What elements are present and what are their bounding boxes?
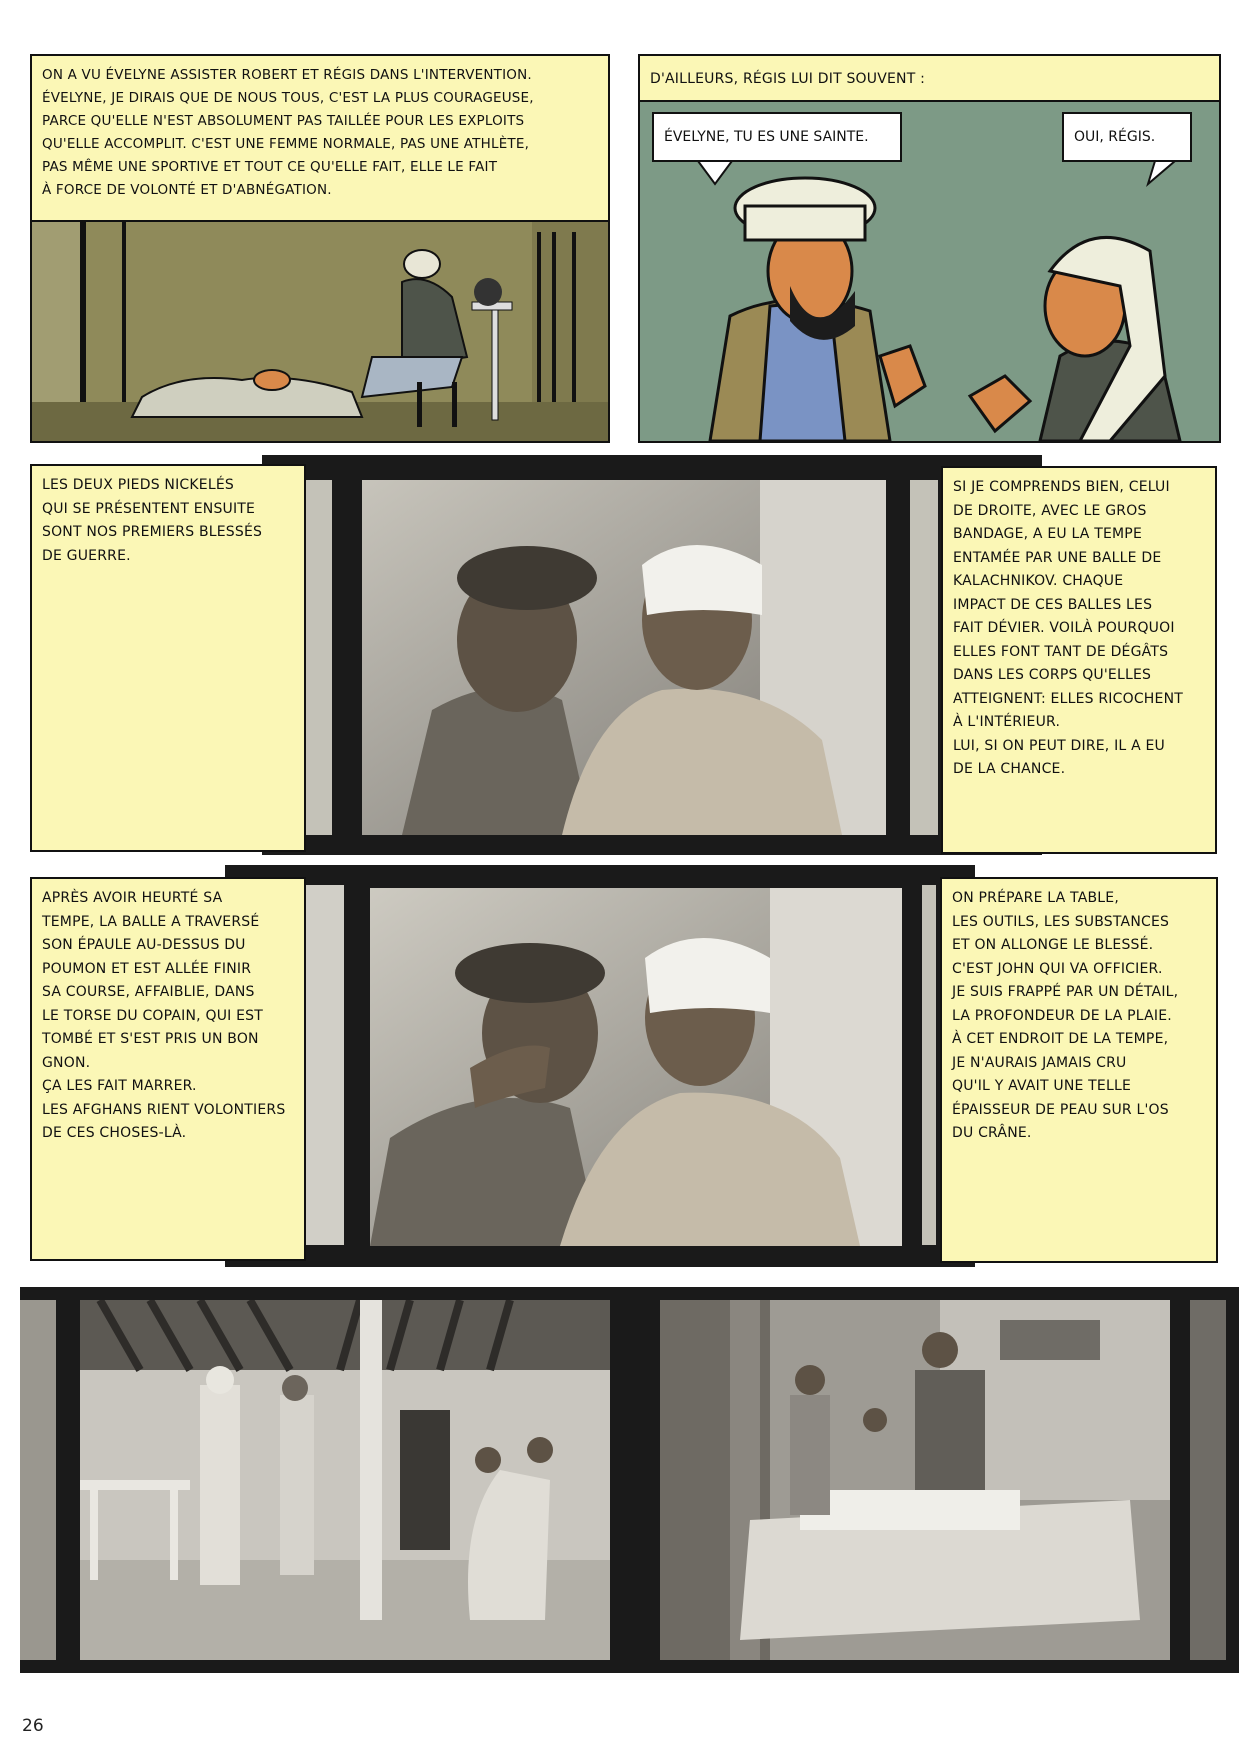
- photo-edge-right-2: [922, 885, 936, 1245]
- operating-table-image: [660, 1300, 1170, 1660]
- panel-evelyne-operating: [30, 54, 610, 443]
- caption-kalashnikov-explanation: SI JE COMPRENDS BIEN, CELUI DE DROITE, AVEC LE GROS BANDAGE, A EU LA TEMPE ENTAMÉE PAR UNE BALLE DE KALACHNIKOV. CHAQUE IMPACT DE CES BALLES LES FAIT DÉVIER. VOILÀ POURQUOI ELLES FONT TANT DE DÉGÂTS DANS LES CORPS QU'ELLES ATTEIGNENT: ELLES RICOCHENT À L'INTÉRIEUR. LUI, SI ON PEUT DIRE, IL A EU DE LA CHANCE.: [941, 466, 1217, 854]
- page-number: 26: [22, 1716, 44, 1736]
- panel-regis-evelyne-dialogue: [638, 54, 1221, 443]
- photo-wounded-men-portrait: [362, 480, 886, 835]
- photo-edge-far-right: [1190, 1300, 1226, 1660]
- photo-wounded-men-laughing: [370, 888, 902, 1246]
- photo-edge-left: [304, 480, 332, 835]
- photo-edge-left-2: [304, 885, 344, 1245]
- operating-room-illustration: [32, 222, 608, 441]
- caption-preparing-table: ON PRÉPARE LA TABLE, LES OUTILS, LES SUBSTANCES ET ON ALLONGE LE BLESSÉ. C'EST JOHN QUI VA OFFICIER. JE SUIS FRAPPÉ PAR UN DÉTAIL, LA PROFONDEUR DE LA PLAIE. À CET ENDROIT DE LA TEMPE, JE N'AURAIS JAMAIS CRU QU'IL Y AVAIT UNE TELLE ÉPAISSEUR DE PEAU SUR L'OS DU CRÂNE.: [940, 877, 1218, 1263]
- wounded-men-laughing-image: [370, 888, 902, 1246]
- caption-regis-says: D'AILLEURS, RÉGIS LUI DIT SOUVENT :: [638, 54, 1221, 102]
- caption-evelyne-courage: ON A VU ÉVELYNE ASSISTER ROBERT ET RÉGIS DANS L'INTERVENTION. ÉVELYNE, JE DIRAIS QUE DE NOUS TOUS, C'EST LA PLUS COURAGEUSE, PARCE QU'ELLE N'EST ABSOLUMENT PAS TAILLÉE POUR LES EXPLOITS QU'ELLE ACCOMPLIT. C'EST UNE FEMME NORMALE, PAS UNE ATHLÈTE, PAS MÊME UNE SPORTIVE ET TOUT CE QU'ELLE FAIT, ELLE LE FAIT À FORCE DE VOLONTÉ ET D'ABNÉGATION.: [30, 54, 610, 222]
- wounded-men-photo-image: [362, 480, 886, 835]
- clinic-room-image: [80, 1300, 610, 1660]
- speech-bubble-regis: ÉVELYNE, TU ES UNE SAINTE.: [652, 112, 902, 162]
- speech-bubble-evelyne: OUI, RÉGIS.: [1062, 112, 1192, 162]
- photo-edge-right: [910, 480, 938, 835]
- photo-clinic-room: [80, 1300, 610, 1660]
- photo-operating-table: [660, 1300, 1170, 1660]
- caption-first-wounded: LES DEUX PIEDS NICKELÉS QUI SE PRÉSENTENT ENSUITE SONT NOS PREMIERS BLESSÉS DE GUERRE.: [30, 464, 306, 852]
- caption-bullet-trajectory: APRÈS AVOIR HEURTÉ SA TEMPE, LA BALLE A TRAVERSÉ SON ÉPAULE AU-DESSUS DU POUMON ET EST ALLÉE FINIR SA COURSE, AFFAIBLIE, DANS LE TORSE DU COPAIN, QUI EST TOMBÉ ET S'EST PRIS UN BON GNON. ÇA LES FAIT MARRER. LES AFGHANS RIENT VOLONTIERS DE CES CHOSES-LÀ.: [30, 877, 306, 1261]
- photo-edge-far-left: [20, 1300, 56, 1660]
